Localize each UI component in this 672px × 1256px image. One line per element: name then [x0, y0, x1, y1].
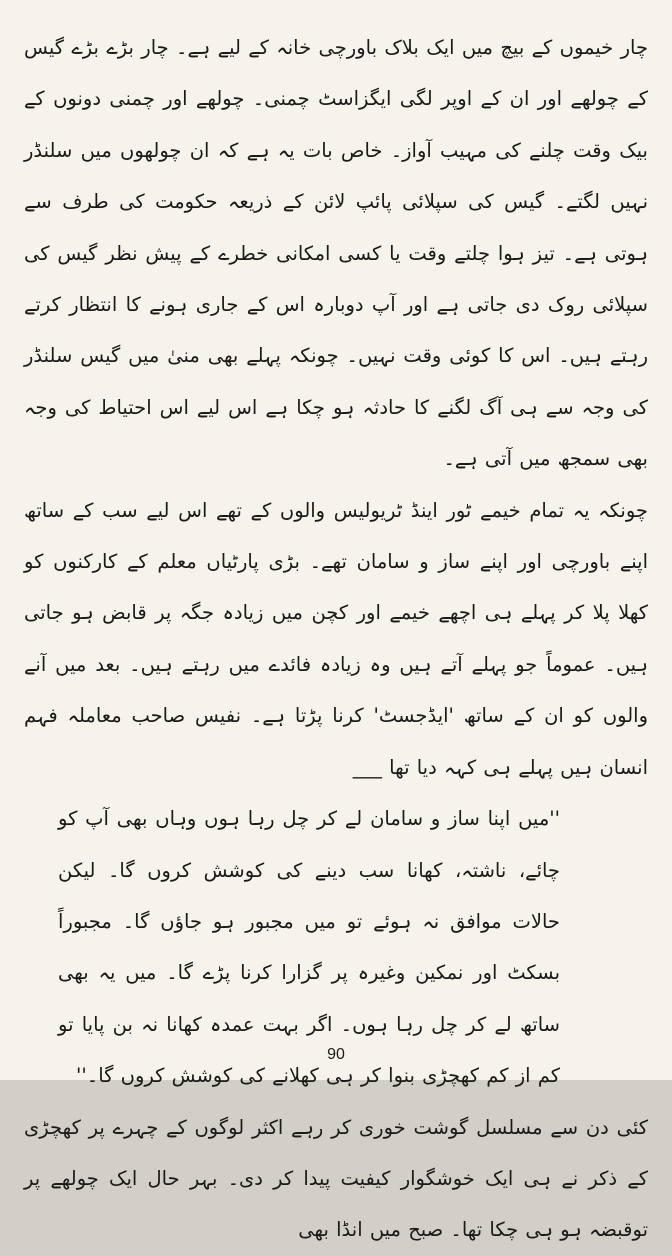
- paragraph-khichdi: کئی دن سے مسلسل گوشت خوری کر رہے اکثر لوگوں کے چہرے پر کھچڑی کے ذکر نے ہی ایک خوشگوار کیفیت پیدا کر دی۔ بہر حال ایک چولھے پر توقبضہ ہو ہی چکا تھا۔ صبح میں انڈا بھی: [24, 1115, 648, 1242]
- block-quote: ''میں اپنا ساز و سامان لے کر چل رہا ہوں وہاں بھی آپ کو چائے، ناشتہ، کھانا سب دینے کی کوشش کروں گا۔ لیکن حالات موافق نہ ہوئے تو میں مجبور ہو جاؤں گا۔ مجبوراً بسکٹ اور نمکین وغیرہ پر گزارا کرنا پڑے گا۔ میں یہ بھی ساتھ لے کر چل رہا ہوں۔ اگر بہت عمدہ کھانا نہ بن پایا تو کم از کم کھچڑی بنوا کر ہی کھلانے کی کوشش کروں گا۔'': [58, 807, 560, 1088]
- paragraph-kitchen: چار خیموں کے بیچ میں ایک بلاک باورچی خانہ کے لیے ہے۔ چار بڑے بڑے گیس کے چولھے اور ان کے اوپر لگی ایگزاسٹ چمنی۔ چولھے اور چمنی دونوں کے بیک وقت چلنے کی مہیب آواز۔ خاص بات یہ ہے کہ ان چولھوں میں سلنڈر نہیں لگتے۔ گیس کی سپلائی پائپ لائن کے ذریعہ حکومت کی طرف سے ہوتی ہے۔ تیز ہوا چلتے وقت یا کسی امکانی خطرے کے پیش نظر گیس کی سپلائی روک دی جاتی ہے اور آپ دوبارہ اس کے جاری ہونے کا انتظار کرتے رہتے ہیں۔ اس کا کوئی وقت نہیں۔ چونکہ پہلے بھی منیٰ میں گیس سلنڈر کی وجہ سے ہی آگ لگنے کا حادثہ ہو چکا ہے اس لیے اس احتیاط کی وجہ بھی سمجھ میں آتی ہے۔: [24, 36, 648, 471]
- page-body-text: [24, 22, 648, 1256]
- paragraph-tents: چونکہ یہ تمام خیمے ٹور اینڈ ٹریولیس والوں کے تھے اس لیے سب کے ساتھ اپنے باورچی اور اپنے ساز و سامان تھے۔ بڑی پارٹیاں معلم کے کارکنوں کو کھلا پلا کر پہلے ہی اچھے خیمے اور کچن میں زیادہ جگہ پر قابض ہو جاتی ہیں۔ عموماً جو پہلے آتے ہیں وہ زیادہ فائدے میں رہتے ہیں۔ بعد میں آنے والوں کو ان کے ساتھ 'ایڈجسٹ' کرنا پڑتا ہے۔ نفیس صاحب معاملہ فہم انسان ہیں پہلے ہی کہہ دیا تھا ___: [24, 498, 648, 779]
- page-number: 90: [327, 1046, 345, 1063]
